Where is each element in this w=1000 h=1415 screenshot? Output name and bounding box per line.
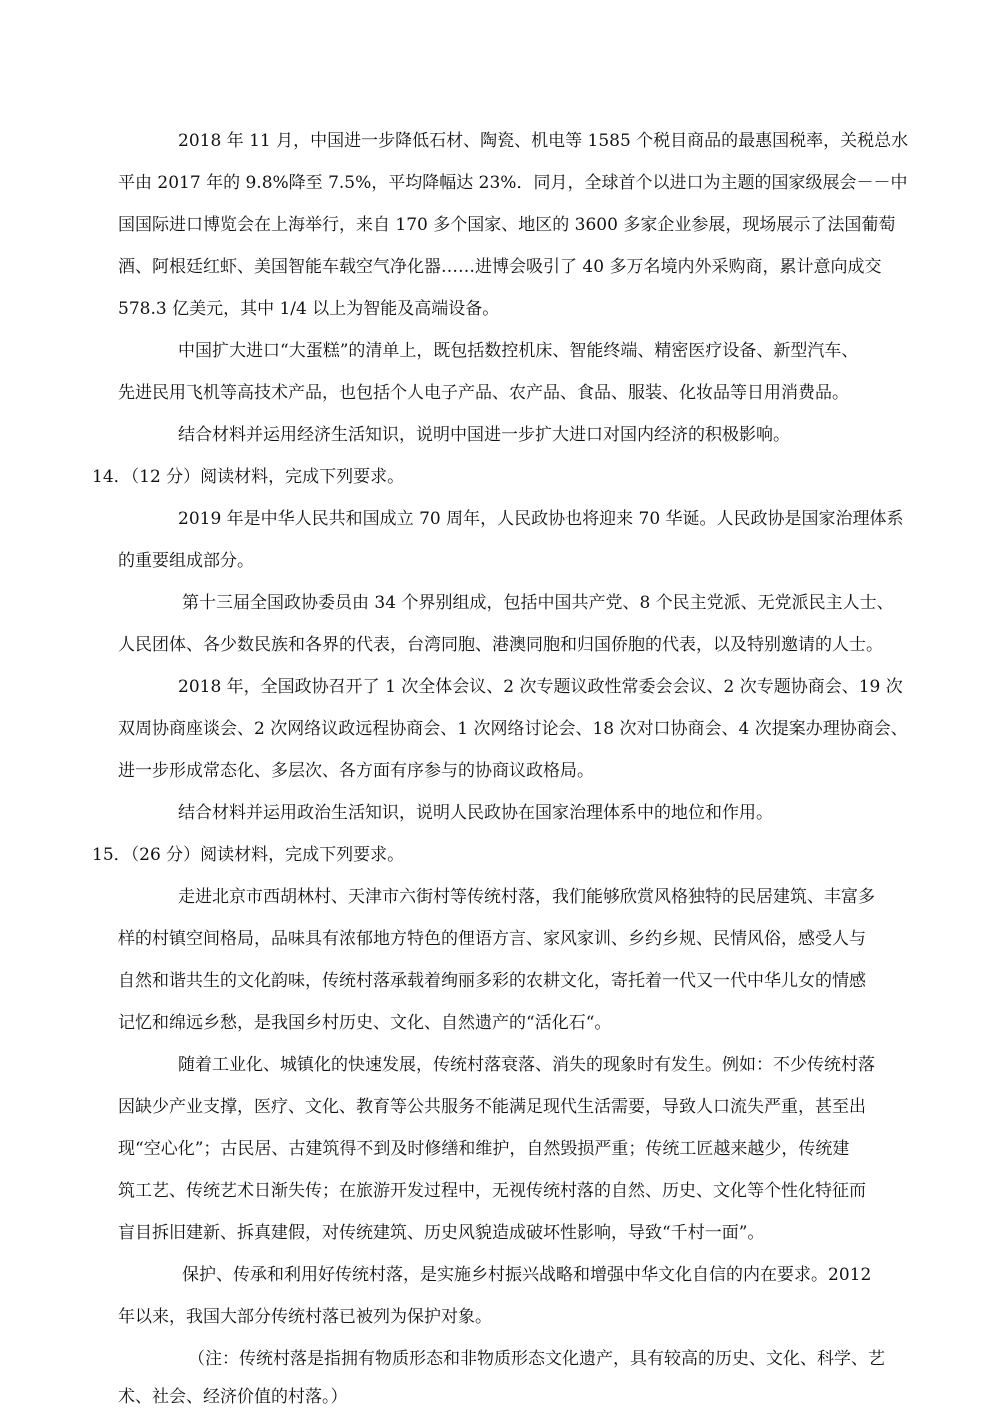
q14-para3-line1: 2018 年，全国政协召开了 1 次全体会议、2 次专题议政性常委会会议、2 次专题协商会、19 次 (178, 677, 903, 697)
q15-para1-line4: 记忆和绵远乡愁，是我国乡村历史、文化、自然遗产的“活化石“。 (118, 1013, 612, 1033)
q15-para1-line2: 样的村镇空间格局，品味具有浓郁地方特色的俚语方言、家风家训、乡约乡规、民情风俗，感受人与 (118, 929, 866, 949)
q15-note-line2: 术、社会、经济价值的村落。） (118, 1387, 348, 1407)
q15-para3-line1: 保护、传承和利用好传统村落，是实施乡村振兴战略和增强中华文化自信的内在要求。2012 (182, 1265, 872, 1285)
q15-para1-line3: 自然和谐共生的文化韵味，传统村落承载着绚丽多彩的农耕文化，寄托着一代又一代中华儿女的情感 (118, 971, 866, 991)
q13-para2-line1: 中国扩大进口“大蛋糕”的清单上，既包括数控机床、智能终端、精密医疗设备、新型汽车、 (178, 341, 859, 361)
q14-para1-line1: 2019 年是中华人民共和国成立 70 周年，人民政协也将迎来 70 华诞。人民政协是国家治理体系 (178, 509, 904, 529)
q14-para3-line2: 双周协商座谈会、2 次网络议政远程协商会、1 次网络讨论会、18 次对口协商会、4 次提案办理协商会、 (118, 719, 908, 739)
q13-para1-line3: 国国际进口博览会在上海举行，来自 170 多个国家、地区的 3600 多家企业参展，现场展示了法国葡萄 (118, 215, 896, 235)
q15-para2-line5: 盲目拆旧建新、拆真建假，对传统建筑、历史风貌造成破坏性影响，导致“千村一面”。 (118, 1223, 765, 1243)
q13-para2-line2: 先进民用飞机等高技术产品，也包括个人电子产品、农产品、食品、服装、化妆品等日用消费品。 (118, 383, 849, 403)
q15-para2-line1: 随着工业化、城镇化的快速发展，传统村落衰落、消失的现象时有发生。例如：不少传统村落 (178, 1055, 875, 1075)
q14-header: 14．（12 分）阅读材料，完成下列要求。 (92, 467, 405, 487)
q13-para1-line5: 578.3 亿美元，其中 1/4 以上为智能及高端设备。 (118, 299, 500, 319)
q14-task: 结合材料并运用政治生活知识，说明人民政协在国家治理体系中的地位和作用。 (178, 803, 773, 823)
q13-task: 结合材料并运用经济生活知识，说明中国进一步扩大进口对国内经济的积极影响。 (178, 425, 790, 445)
q13-para1-line4: 酒、阿根廷红虾、美国智能车载空气净化器……进博会吸引了 40 多万名境内外采购商，累计意向成交 (118, 257, 882, 277)
q15-para2-line4: 筑工艺、传统艺术日渐失传；在旅游开发过程中，无视传统村落的自然、历史、文化等个性化特征而 (118, 1181, 866, 1201)
q15-para1-line1: 走进北京市西胡林村、天津市六街村等传统村落，我们能够欣赏风格独特的民居建筑、丰富多 (178, 887, 875, 907)
q15-para2-line2: 因缺少产业支撑，医疗、文化、教育等公共服务不能满足现代生活需要，导致人口流失严重，甚至出 (118, 1097, 866, 1117)
q13-para1-line1: 2018 年 11 月，中国进一步降低石材、陶瓷、机电等 1585 个税目商品的最惠国税率，关税总水 (178, 131, 909, 151)
q15-header: 15．（26 分）阅读材料，完成下列要求。 (92, 845, 405, 865)
q15-para2-line3: 现“空心化”；古民居、古建筑得不到及时修缮和维护，自然毁损严重；传统工匠越来越少，传统建 (118, 1139, 850, 1159)
q13-para1-line2: 平由 2017 年的 9.8%降至 7.5%，平均降幅达 23%．同月，全球首个以进口为主题的国家级展会－－中 (118, 173, 908, 193)
q14-para1-line2: 的重要组成部分。 (118, 551, 254, 571)
q15-para3-line2: 年以来，我国大部分传统村落已被列为保护对象。 (118, 1307, 492, 1327)
q14-para2-line2: 人民团体、各少数民族和各界的代表，台湾同胞、港澳同胞和归国侨胞的代表，以及特别邀请的人士。 (118, 635, 883, 655)
q15-note-line1: （注：传统村落是指拥有物质形态和非物质形态文化遗产，具有较高的历史、文化、科学、艺 (188, 1349, 885, 1369)
q14-para3-line3: 进一步形成常态化、多层次、各方面有序参与的协商议政格局。 (118, 761, 594, 781)
q14-para2-line1: 第十三届全国政协委员由 34 个界别组成，包括中国共产党、8 个民主党派、无党派民主人士、 (182, 593, 894, 613)
